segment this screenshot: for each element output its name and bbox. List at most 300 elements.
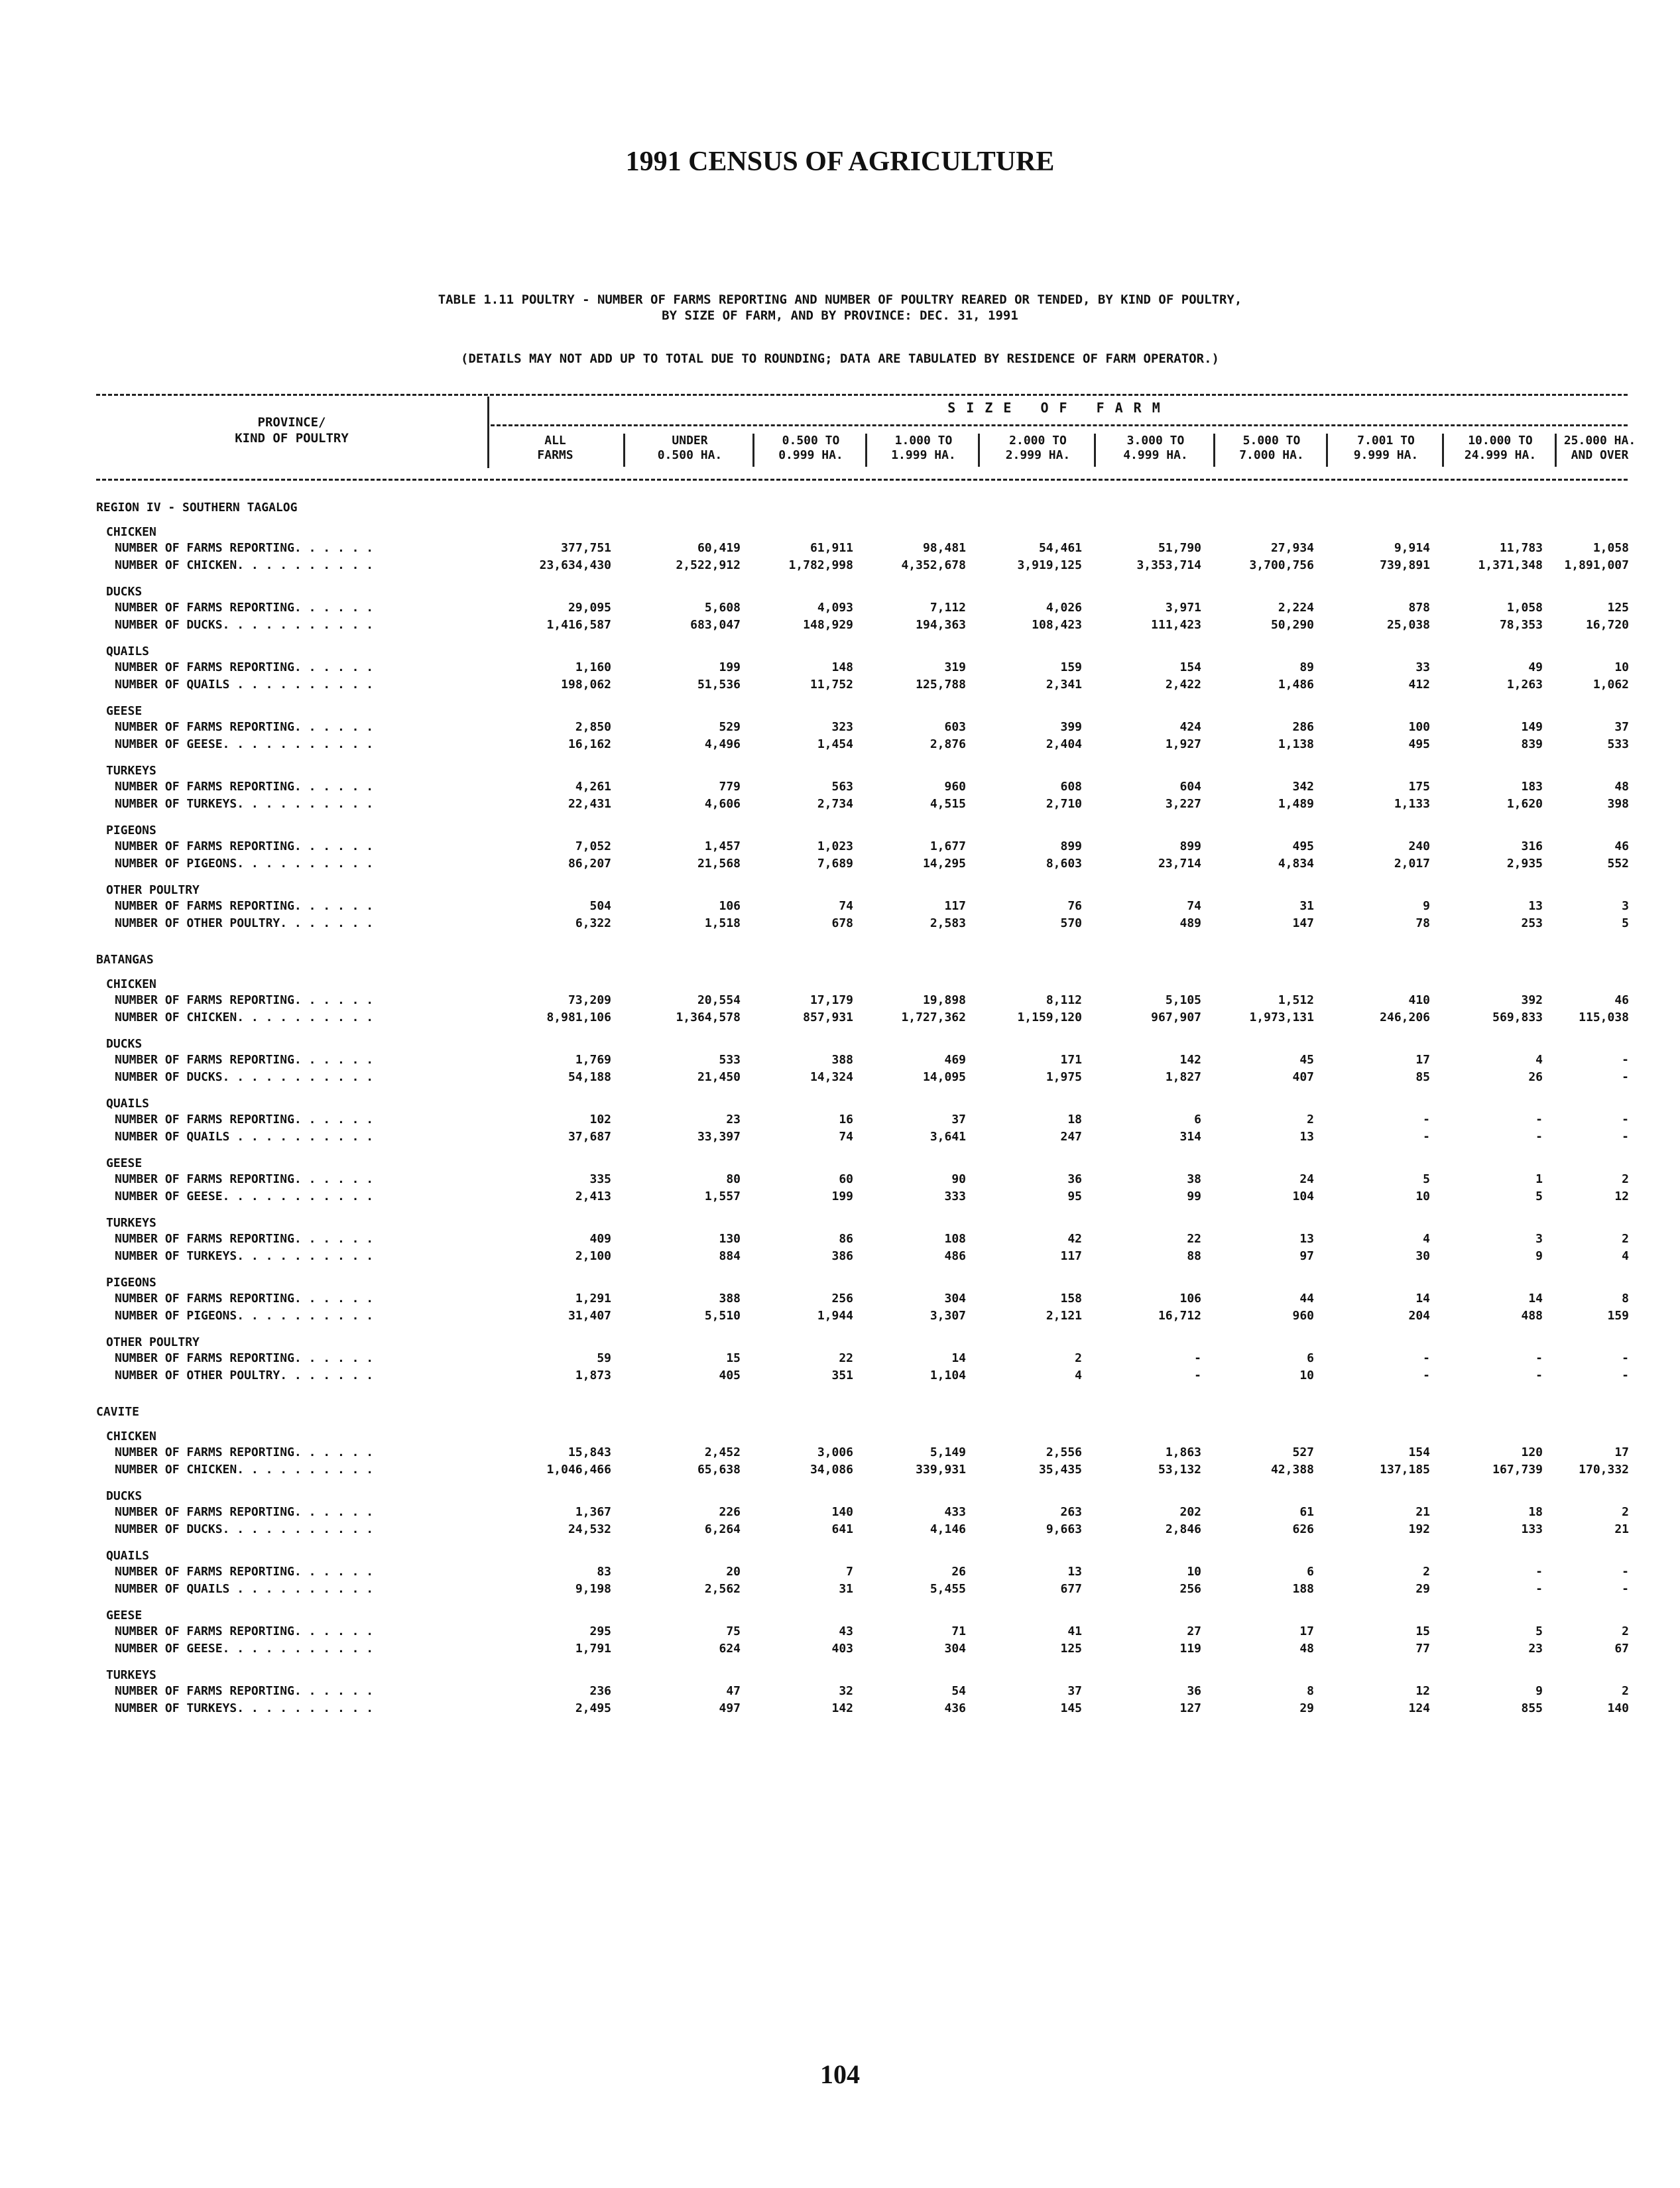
table-cell: 47 [726,1684,741,1698]
table-row [96,676,1628,694]
table-cell: 1,512 [1278,993,1314,1007]
table-cell: 899 [1179,839,1201,853]
table-cell: 13 [1528,899,1543,913]
table-cell: 2,452 [704,1445,741,1459]
column-header-line-1: 25.000 HA. [1563,434,1636,448]
table-cell: 1,023 [817,839,853,853]
table-cell: 403 [831,1642,853,1656]
table-cell: 26 [1528,1070,1543,1084]
table-cell: 3,971 [1165,601,1201,615]
table-cell: 2,121 [1046,1309,1082,1323]
table-cell: 246,206 [1380,1010,1430,1024]
table-cell: 2,100 [575,1249,611,1263]
table-cell: 4,352,678 [901,558,966,572]
table-cell: - [1423,1368,1430,1382]
table-cell: 1,944 [817,1309,853,1323]
table-cell: 739,891 [1380,558,1430,572]
table-note: (DETAILS MAY NOT ADD UP TO TOTAL DUE TO ROUNDING; DATA ARE TABULATED BY RESIDENCE OF FARM OPERATOR.) [461,351,1219,366]
table-cell: 6,322 [575,916,611,930]
table-cell: 3,227 [1165,797,1201,811]
table-cell: 13 [1067,1565,1082,1579]
table-cell: 14 [951,1351,966,1365]
table-cell: 497 [719,1701,741,1715]
table-cell: 489 [1179,916,1201,930]
table-cell: 159 [1060,660,1082,674]
table-cell: 37,687 [568,1130,611,1144]
table-cell: 1,367 [575,1505,611,1519]
table-cell: 2,876 [930,737,966,751]
group-spacer [96,932,1628,943]
table-cell: 4 [1622,1249,1629,1263]
table-cell: - [1535,1113,1543,1126]
table-cell: - [1622,1130,1629,1144]
table-cell: - [1423,1130,1430,1144]
table-cell: 256 [831,1292,853,1306]
table-cell: 25,038 [1386,618,1430,632]
size-of-farm-subrule [491,424,1628,426]
table-cell: 37 [1614,720,1629,734]
table-cell: 3,307 [930,1309,966,1323]
row-label: NUMBER OF FARMS REPORTING. . . . . . [115,1172,374,1186]
table-cell: 678 [831,916,853,930]
row-label: NUMBER OF FARMS REPORTING. . . . . . [115,1351,374,1365]
table-cell: 5 [1622,916,1629,930]
table-cell: 488 [1521,1309,1543,1323]
table-cell: 15 [1415,1624,1430,1638]
table-cell: 19,898 [922,993,966,1007]
table-cell: 409 [589,1232,611,1246]
table-cell: 12 [1415,1684,1430,1698]
size-of-farm-header: SIZE OF FARM [947,400,1171,416]
table-cell: 71 [951,1624,966,1638]
table-cell: 3,641 [930,1130,966,1144]
column-header-line-2: AND OVER [1571,448,1629,462]
table-cell: 899 [1060,839,1082,853]
table-cell: - [1194,1368,1201,1382]
table-cell: - [1622,1368,1629,1382]
column-header-line-2: 24.999 HA. [1464,448,1537,462]
table-cell: 626 [1292,1522,1314,1536]
table-cell: 677 [1060,1582,1082,1596]
group-spacer [96,1384,1628,1395]
table-cell: 45 [1299,1053,1314,1067]
table-cell: 127 [1179,1701,1201,1715]
table-cell: - [1622,1351,1629,1365]
table-cell: 4,261 [575,780,611,794]
table-cell: 1,263 [1506,678,1543,692]
table-cell: 31,407 [568,1309,611,1323]
table-cell: 31 [839,1582,853,1596]
table-cell: 878 [1408,601,1430,615]
table-cell: 2,846 [1165,1522,1201,1536]
row-label: NUMBER OF FARMS REPORTING. . . . . . [115,839,374,853]
column-header-1 [487,434,623,467]
table-row [96,736,1628,753]
table-row [96,659,1628,676]
table-row [96,1444,1628,1461]
table-cell: 192 [1408,1522,1430,1536]
row-label: NUMBER OF CHICKEN. . . . . . . . . . [115,558,374,572]
table-cell: 6 [1307,1565,1314,1579]
table-cell: 15 [726,1351,741,1365]
section-heading: CAVITE [96,1405,140,1419]
table-row [96,778,1628,796]
table-cell: 199 [831,1189,853,1203]
table-cell: 51,536 [697,678,741,692]
row-label: NUMBER OF TURKEYS. . . . . . . . . . [115,1701,374,1715]
table-cell: 65,638 [697,1463,741,1477]
row-label: NUMBER OF GEESE. . . . . . . . . . . [115,1189,374,1203]
table-cell: 158 [1060,1292,1082,1306]
table-cell: 202 [1179,1505,1201,1519]
row-label: NUMBER OF FARMS REPORTING. . . . . . [115,1053,374,1067]
group-spacer [96,873,1628,883]
table-cell: 46 [1614,839,1629,853]
table-body [96,491,1628,1728]
poultry-kind-label: CHICKEN [106,525,156,539]
row-label: NUMBER OF CHICKEN. . . . . . . . . . [115,1463,374,1477]
table-cell: 2 [1423,1565,1430,1579]
table-cell: 1,058 [1592,541,1629,555]
table-cell: 44 [1299,1292,1314,1306]
table-cell: 104 [1292,1189,1314,1203]
table-cell: 59 [597,1351,611,1365]
table-cell: 117 [1060,1249,1082,1263]
column-header-line-1: ALL [544,434,566,448]
table-cell: 1,058 [1506,601,1543,615]
table-cell: 23,714 [1158,857,1201,871]
column-header-line-2: 1.999 HA. [891,448,956,462]
table-cell: - [1622,1113,1629,1126]
table-cell: 9,663 [1046,1522,1082,1536]
row-label: NUMBER OF QUAILS . . . . . . . . . . [115,1130,374,1144]
table-cell: 6 [1194,1113,1201,1126]
table-cell: 335 [589,1172,611,1186]
table-cell: 9 [1535,1684,1543,1698]
column-header-3 [752,434,867,467]
table-cell: 8,603 [1046,857,1082,871]
column-header-7 [1213,434,1328,467]
group-spacer [96,1717,1628,1728]
row-label: NUMBER OF FARMS REPORTING. . . . . . [115,541,374,555]
table-cell: 1,791 [575,1642,611,1656]
table-row [96,1581,1628,1598]
row-label: NUMBER OF DUCKS. . . . . . . . . . . [115,1522,374,1536]
table-row [96,1504,1628,1521]
table-cell: 7,112 [930,601,966,615]
table-cell: 22 [839,1351,853,1365]
table-cell: 14,324 [810,1070,853,1084]
table-cell: 7,689 [817,857,853,871]
table-cell: 1,046,466 [546,1463,611,1477]
table-row [96,1188,1628,1205]
column-header-9 [1442,434,1557,467]
table-row [96,1563,1628,1581]
table-cell: 1,291 [575,1292,611,1306]
table-cell: 36 [1187,1684,1201,1698]
table-cell: 99 [1187,1189,1201,1203]
row-label: NUMBER OF TURKEYS. . . . . . . . . . [115,1249,374,1263]
table-row [96,1350,1628,1367]
section-heading: BATANGAS [96,953,154,967]
table-cell: 125 [1060,1642,1082,1656]
table-cell: 83 [597,1565,611,1579]
row-label: NUMBER OF FARMS REPORTING. . . . . . [115,899,374,913]
group-spacer [96,1146,1628,1156]
table-cell: 2 [1622,1172,1629,1186]
row-label: NUMBER OF FARMS REPORTING. . . . . . [115,1113,374,1126]
table-cell: 5 [1535,1189,1543,1203]
column-header-10 [1555,434,1643,467]
table-cell: 21,450 [697,1070,741,1084]
poultry-kind-label: OTHER POULTRY [106,883,200,897]
page-number: 104 [820,2059,860,2089]
table-cell: 314 [1179,1130,1201,1144]
poultry-kind-label: DUCKS [106,1489,143,1503]
table-cell: - [1535,1368,1543,1382]
table-cell: 7 [846,1565,853,1579]
table-cell: 8,112 [1046,993,1082,1007]
table-cell: 124 [1408,1701,1430,1715]
table-cell: 1,873 [575,1368,611,1382]
table-cell: 142 [831,1701,853,1715]
table-cell: - [1423,1351,1430,1365]
table-row [96,599,1628,617]
row-label: NUMBER OF OTHER POULTRY. . . . . . . [115,1368,374,1382]
table-cell: 2,850 [575,720,611,734]
table-cell: 48 [1614,780,1629,794]
table-cell: 256 [1179,1582,1201,1596]
table-cell: 2 [1075,1351,1082,1365]
table-cell: 137,185 [1380,1463,1430,1477]
row-label: NUMBER OF PIGEONS. . . . . . . . . . [115,857,374,871]
table-cell: 410 [1408,993,1430,1007]
table-cell: 16 [839,1113,853,1126]
table-cell: 1,782,998 [788,558,853,572]
table-caption [0,292,1680,324]
table-cell: 14 [1415,1292,1430,1306]
table-cell: - [1423,1113,1430,1126]
table-cell: 8,981,106 [546,1010,611,1024]
table-cell: 388 [719,1292,741,1306]
table-cell: 183 [1521,780,1543,794]
table-cell: 67 [1614,1642,1629,1656]
group-spacer [96,1265,1628,1276]
table-cell: 10 [1415,1189,1430,1203]
table-cell: 2,413 [575,1189,611,1203]
table-cell: - [1535,1351,1543,1365]
table-cell: 4,515 [930,797,966,811]
table-cell: 125 [1607,601,1629,615]
table-cell: 148 [831,660,853,674]
column-header-line-2: 4.999 HA. [1123,448,1188,462]
table-cell: 102 [589,1113,611,1126]
table-cell: 5,105 [1165,993,1201,1007]
column-header-line-1: 5.000 TO [1242,434,1301,448]
province-header-line-2: KIND OF POULTRY [235,431,349,446]
table-cell: 11,783 [1499,541,1543,555]
table-cell: 13 [1299,1232,1314,1246]
table-cell: 30 [1415,1249,1430,1263]
table-row [96,992,1628,1009]
column-header-2 [623,434,754,467]
table-cell: 236 [589,1684,611,1698]
group-spacer [96,1598,1628,1609]
table-cell: 436 [944,1701,966,1715]
poultry-kind-label: PIGEONS [106,1276,156,1290]
table-cell: 2,422 [1165,678,1201,692]
table-row [96,1683,1628,1700]
table-cell: 377,751 [561,541,611,555]
table-cell: 74 [1187,899,1201,913]
table-cell: 1,927 [1165,737,1201,751]
table-cell: 140 [831,1505,853,1519]
table-cell: 295 [589,1624,611,1638]
table-cell: 339,931 [916,1463,966,1477]
column-header-line-1: 10.000 TO [1468,434,1533,448]
table-cell: 108 [944,1232,966,1246]
table-cell: 77 [1415,1642,1430,1656]
column-header-5 [978,434,1096,467]
table-cell: 37 [951,1113,966,1126]
group-spacer [96,813,1628,823]
table-cell: 9,198 [575,1582,611,1596]
table-caption-line-1: TABLE 1.11 POULTRY - NUMBER OF FARMS REPORTING AND NUMBER OF POULTRY REARED OR TENDED, BY KIND OF POULTRY, [438,292,1242,307]
table-cell: 86 [839,1232,853,1246]
table-cell: 9,914 [1394,541,1430,555]
table-cell: 1,416,587 [546,618,611,632]
table-cell: 1,489 [1278,797,1314,811]
poultry-kind-label: TURKEYS [106,1216,156,1230]
table-cell: 60,419 [697,541,741,555]
table-cell: 29 [1415,1582,1430,1596]
table-cell: 1,727,362 [901,1010,966,1024]
table-cell: 17 [1415,1053,1430,1067]
table-row [96,1111,1628,1128]
table-cell: 1,769 [575,1053,611,1067]
table-cell: 2,556 [1046,1445,1082,1459]
row-label: NUMBER OF FARMS REPORTING. . . . . . [115,1624,374,1638]
table-cell: 154 [1408,1445,1430,1459]
table-cell: 97 [1299,1249,1314,1263]
table-cell: 188 [1292,1582,1314,1596]
table-cell: 569,833 [1492,1010,1543,1024]
table-cell: 199 [719,660,741,674]
table-cell: 779 [719,780,741,794]
table-cell: 683,047 [690,618,741,632]
table-cell: 4,834 [1278,857,1314,871]
table-cell: 54,188 [568,1070,611,1084]
row-label: NUMBER OF TURKEYS. . . . . . . . . . [115,797,374,811]
table-cell: 2,017 [1394,857,1430,871]
table-cell: 3,919,125 [1017,558,1082,572]
poultry-kind-label: GEESE [106,1156,143,1170]
table-cell: 35,435 [1038,1463,1082,1477]
table-cell: - [1622,1053,1629,1067]
table-cell: 145 [1060,1701,1082,1715]
table-cell: 119 [1179,1642,1201,1656]
table-cell: 49 [1528,660,1543,674]
group-spacer [96,1325,1628,1335]
table-cell: 38 [1187,1172,1201,1186]
table-cell: 51,790 [1158,541,1201,555]
table-cell: 495 [1408,737,1430,751]
table-cell: 2 [1622,1232,1629,1246]
table-cell: 4 [1075,1368,1082,1382]
table-row [96,540,1628,557]
table-cell: 167,739 [1492,1463,1543,1477]
table-cell: 17 [1614,1445,1629,1459]
table-cell: 61 [1299,1505,1314,1519]
table-cell: 14,295 [922,857,966,871]
table-cell: 85 [1415,1070,1430,1084]
table-caption-line-2: BY SIZE OF FARM, AND BY PROVINCE: DEC. 31, 1991 [662,308,1018,323]
table-cell: 142 [1179,1053,1201,1067]
table-cell: - [1535,1582,1543,1596]
table-cell: 32 [839,1684,853,1698]
table-cell: 33,397 [697,1130,741,1144]
table-cell: 76 [1067,899,1082,913]
table-row [96,1290,1628,1307]
row-label: NUMBER OF FARMS REPORTING. . . . . . [115,660,374,674]
table-cell: 2,404 [1046,737,1082,751]
table-cell: 120 [1521,1445,1543,1459]
table-cell: 16,162 [568,737,611,751]
table-cell: 319 [944,660,966,674]
table-cell: 1,518 [704,916,741,930]
table-cell: 2,341 [1046,678,1082,692]
column-header-line-2: FARMS [537,448,573,462]
table-cell: 46 [1614,993,1629,1007]
table-cell: 5,149 [930,1445,966,1459]
table-cell: 529 [719,720,741,734]
table-cell: 4,496 [704,737,741,751]
table-cell: 53,132 [1158,1463,1201,1477]
table-cell: 133 [1521,1522,1543,1536]
table-cell: - [1622,1565,1629,1579]
poultry-kind-label: CHICKEN [106,1429,156,1443]
table-cell: 839 [1521,737,1543,751]
table-cell: 125,788 [916,678,966,692]
table-cell: 29 [1299,1701,1314,1715]
table-cell: 469 [944,1053,966,1067]
table-cell: 5 [1423,1172,1430,1186]
table-cell: 388 [831,1053,853,1067]
table-row [96,1231,1628,1248]
table-cell: 486 [944,1249,966,1263]
table-row [96,617,1628,634]
table-cell: - [1194,1351,1201,1365]
row-label: NUMBER OF FARMS REPORTING. . . . . . [115,993,374,1007]
table-cell: 147 [1292,916,1314,930]
group-spacer [96,1658,1628,1668]
table-cell: 1,159,120 [1017,1010,1082,1024]
table-cell: 3,700,756 [1249,558,1314,572]
table-cell: 12 [1614,1189,1629,1203]
table-cell: 9 [1535,1249,1543,1263]
table-cell: 27,934 [1270,541,1314,555]
table-cell: 23 [1528,1642,1543,1656]
table-cell: 74 [839,899,853,913]
table-cell: 2,935 [1506,857,1543,871]
table-cell: 304 [944,1642,966,1656]
table-cell: 2,562 [704,1582,741,1596]
table-cell: 9 [1423,899,1430,913]
table-cell: 399 [1060,720,1082,734]
column-header-line-1: UNDER [672,434,708,448]
row-label: NUMBER OF GEESE. . . . . . . . . . . [115,737,374,751]
column-header-line-1: 7.001 TO [1357,434,1415,448]
